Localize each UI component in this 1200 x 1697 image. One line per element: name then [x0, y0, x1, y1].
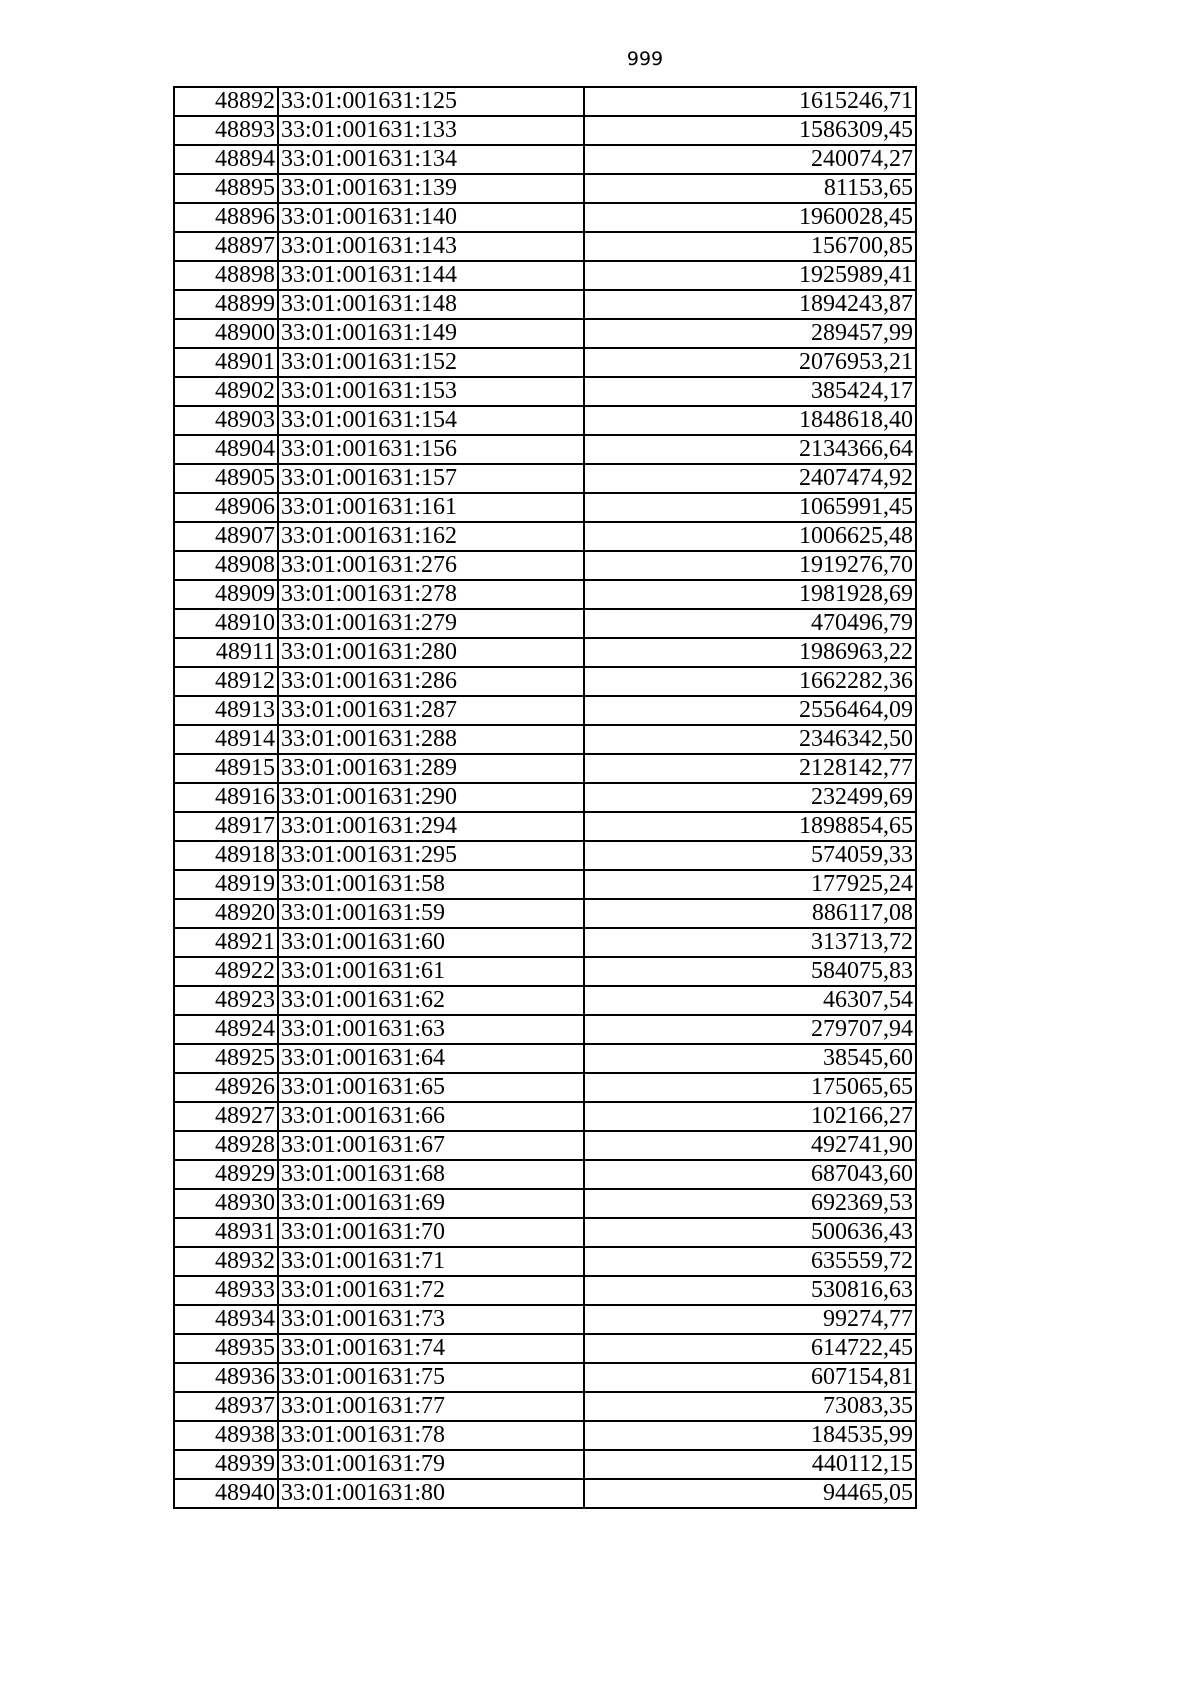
value-cell: 500636,43 — [584, 1218, 916, 1247]
table-row — [174, 232, 916, 261]
table-row — [174, 580, 916, 609]
row-number-cell: 48926 — [174, 1073, 278, 1102]
row-number-cell: 48934 — [174, 1305, 278, 1334]
cadastral-number-cell: 33:01:001631:60 — [278, 928, 584, 957]
row-number-cell: 48940 — [174, 1479, 278, 1508]
cadastral-number-cell: 33:01:001631:79 — [278, 1450, 584, 1479]
row-number-cell: 48908 — [174, 551, 278, 580]
table-row — [174, 1392, 916, 1421]
row-number-cell: 48905 — [174, 464, 278, 493]
row-number-cell: 48911 — [174, 638, 278, 667]
value-cell: 156700,85 — [584, 232, 916, 261]
row-number-cell: 48901 — [174, 348, 278, 377]
table-row — [174, 986, 916, 1015]
table-row — [174, 1276, 916, 1305]
table-row — [174, 1450, 916, 1479]
table-row — [174, 464, 916, 493]
row-number-cell: 48902 — [174, 377, 278, 406]
cadastral-number-cell: 33:01:001631:72 — [278, 1276, 584, 1305]
cadastral-number-cell: 33:01:001631:149 — [278, 319, 584, 348]
cadastral-number-cell: 33:01:001631:144 — [278, 261, 584, 290]
value-cell: 470496,79 — [584, 609, 916, 638]
cadastral-number-cell: 33:01:001631:157 — [278, 464, 584, 493]
table-row — [174, 928, 916, 957]
value-cell: 1894243,87 — [584, 290, 916, 319]
value-cell: 232499,69 — [584, 783, 916, 812]
row-number-cell: 48922 — [174, 957, 278, 986]
row-number-cell: 48932 — [174, 1247, 278, 1276]
value-cell: 102166,27 — [584, 1102, 916, 1131]
cadastral-number-cell: 33:01:001631:278 — [278, 580, 584, 609]
value-cell: 94465,05 — [584, 1479, 916, 1508]
row-number-cell: 48918 — [174, 841, 278, 870]
value-cell: 886117,08 — [584, 899, 916, 928]
value-cell: 175065,65 — [584, 1073, 916, 1102]
value-cell: 2076953,21 — [584, 348, 916, 377]
cadastral-number-cell: 33:01:001631:295 — [278, 841, 584, 870]
row-number-cell: 48896 — [174, 203, 278, 232]
registry-table — [173, 86, 917, 1509]
cadastral-number-cell: 33:01:001631:290 — [278, 783, 584, 812]
row-number-cell: 48907 — [174, 522, 278, 551]
table-row — [174, 1044, 916, 1073]
table-row — [174, 1073, 916, 1102]
value-cell: 385424,17 — [584, 377, 916, 406]
row-number-cell: 48927 — [174, 1102, 278, 1131]
value-cell: 81153,65 — [584, 174, 916, 203]
table-row — [174, 551, 916, 580]
table-row — [174, 1247, 916, 1276]
table-row — [174, 696, 916, 725]
row-number-cell: 48904 — [174, 435, 278, 464]
row-number-cell: 48915 — [174, 754, 278, 783]
page-number: 999 — [626, 48, 664, 70]
cadastral-number-cell: 33:01:001631:63 — [278, 1015, 584, 1044]
value-cell: 635559,72 — [584, 1247, 916, 1276]
cadastral-number-cell: 33:01:001631:287 — [278, 696, 584, 725]
value-cell: 440112,15 — [584, 1450, 916, 1479]
row-number-cell: 48898 — [174, 261, 278, 290]
cadastral-number-cell: 33:01:001631:276 — [278, 551, 584, 580]
table-row — [174, 1363, 916, 1392]
value-cell: 1898854,65 — [584, 812, 916, 841]
table-row — [174, 1160, 916, 1189]
cadastral-number-cell: 33:01:001631:279 — [278, 609, 584, 638]
table-row — [174, 145, 916, 174]
row-number-cell: 48936 — [174, 1363, 278, 1392]
row-number-cell: 48895 — [174, 174, 278, 203]
value-cell: 692369,53 — [584, 1189, 916, 1218]
value-cell: 1848618,40 — [584, 406, 916, 435]
table-row — [174, 783, 916, 812]
cadastral-number-cell: 33:01:001631:140 — [278, 203, 584, 232]
cadastral-number-cell: 33:01:001631:156 — [278, 435, 584, 464]
row-number-cell: 48910 — [174, 609, 278, 638]
row-number-cell: 48931 — [174, 1218, 278, 1247]
table-row — [174, 377, 916, 406]
table-row — [174, 1189, 916, 1218]
value-cell: 574059,33 — [584, 841, 916, 870]
cadastral-number-cell: 33:01:001631:288 — [278, 725, 584, 754]
value-cell: 2346342,50 — [584, 725, 916, 754]
table-row — [174, 754, 916, 783]
cadastral-number-cell: 33:01:001631:294 — [278, 812, 584, 841]
value-cell: 1006625,48 — [584, 522, 916, 551]
value-cell: 1986963,22 — [584, 638, 916, 667]
table-row — [174, 290, 916, 319]
value-cell: 1586309,45 — [584, 116, 916, 145]
row-number-cell: 48924 — [174, 1015, 278, 1044]
row-number-cell: 48914 — [174, 725, 278, 754]
table-row — [174, 870, 916, 899]
cadastral-number-cell: 33:01:001631:62 — [278, 986, 584, 1015]
table-row — [174, 812, 916, 841]
row-number-cell: 48892 — [174, 87, 278, 116]
value-cell: 73083,35 — [584, 1392, 916, 1421]
cadastral-number-cell: 33:01:001631:161 — [278, 493, 584, 522]
cadastral-number-cell: 33:01:001631:69 — [278, 1189, 584, 1218]
cadastral-number-cell: 33:01:001631:133 — [278, 116, 584, 145]
row-number-cell: 48935 — [174, 1334, 278, 1363]
value-cell: 177925,24 — [584, 870, 916, 899]
table-body — [174, 87, 916, 1508]
cadastral-number-cell: 33:01:001631:70 — [278, 1218, 584, 1247]
value-cell: 1919276,70 — [584, 551, 916, 580]
value-cell: 289457,99 — [584, 319, 916, 348]
value-cell: 687043,60 — [584, 1160, 916, 1189]
row-number-cell: 48897 — [174, 232, 278, 261]
row-number-cell: 48912 — [174, 667, 278, 696]
value-cell: 2556464,09 — [584, 696, 916, 725]
table-row — [174, 522, 916, 551]
value-cell: 99274,77 — [584, 1305, 916, 1334]
row-number-cell: 48909 — [174, 580, 278, 609]
cadastral-number-cell: 33:01:001631:71 — [278, 1247, 584, 1276]
value-cell: 240074,27 — [584, 145, 916, 174]
row-number-cell: 48913 — [174, 696, 278, 725]
table-row — [174, 841, 916, 870]
row-number-cell: 48906 — [174, 493, 278, 522]
value-cell: 530816,63 — [584, 1276, 916, 1305]
table-row — [174, 406, 916, 435]
row-number-cell: 48920 — [174, 899, 278, 928]
cadastral-number-cell: 33:01:001631:68 — [278, 1160, 584, 1189]
table-row — [174, 899, 916, 928]
cadastral-number-cell: 33:01:001631:143 — [278, 232, 584, 261]
table-row — [174, 1218, 916, 1247]
cadastral-number-cell: 33:01:001631:58 — [278, 870, 584, 899]
cadastral-number-cell: 33:01:001631:125 — [278, 87, 584, 116]
cadastral-number-cell: 33:01:001631:152 — [278, 348, 584, 377]
table-row — [174, 319, 916, 348]
row-number-cell: 48903 — [174, 406, 278, 435]
cadastral-number-cell: 33:01:001631:153 — [278, 377, 584, 406]
table-row — [174, 493, 916, 522]
value-cell: 607154,81 — [584, 1363, 916, 1392]
cadastral-number-cell: 33:01:001631:80 — [278, 1479, 584, 1508]
value-cell: 2134366,64 — [584, 435, 916, 464]
table-row — [174, 609, 916, 638]
row-number-cell: 48929 — [174, 1160, 278, 1189]
table-row — [174, 116, 916, 145]
cadastral-number-cell: 33:01:001631:61 — [278, 957, 584, 986]
value-cell: 184535,99 — [584, 1421, 916, 1450]
row-number-cell: 48894 — [174, 145, 278, 174]
table-row — [174, 203, 916, 232]
cadastral-number-cell: 33:01:001631:65 — [278, 1073, 584, 1102]
cadastral-number-cell: 33:01:001631:75 — [278, 1363, 584, 1392]
value-cell: 1662282,36 — [584, 667, 916, 696]
table-row — [174, 1479, 916, 1508]
cadastral-number-cell: 33:01:001631:162 — [278, 522, 584, 551]
cadastral-number-cell: 33:01:001631:77 — [278, 1392, 584, 1421]
table-row — [174, 957, 916, 986]
row-number-cell: 48899 — [174, 290, 278, 319]
value-cell: 1981928,69 — [584, 580, 916, 609]
row-number-cell: 48921 — [174, 928, 278, 957]
cadastral-number-cell: 33:01:001631:64 — [278, 1044, 584, 1073]
cadastral-number-cell: 33:01:001631:78 — [278, 1421, 584, 1450]
cadastral-number-cell: 33:01:001631:154 — [278, 406, 584, 435]
value-cell: 279707,94 — [584, 1015, 916, 1044]
row-number-cell: 48893 — [174, 116, 278, 145]
value-cell: 46307,54 — [584, 986, 916, 1015]
value-cell: 1925989,41 — [584, 261, 916, 290]
value-cell: 584075,83 — [584, 957, 916, 986]
table-row — [174, 1015, 916, 1044]
cadastral-number-cell: 33:01:001631:286 — [278, 667, 584, 696]
table-row — [174, 1131, 916, 1160]
table-row — [174, 1102, 916, 1131]
value-cell: 1615246,71 — [584, 87, 916, 116]
value-cell: 1960028,45 — [584, 203, 916, 232]
table-row — [174, 725, 916, 754]
row-number-cell: 48923 — [174, 986, 278, 1015]
table-row — [174, 174, 916, 203]
value-cell: 2407474,92 — [584, 464, 916, 493]
table-row — [174, 87, 916, 116]
value-cell: 38545,60 — [584, 1044, 916, 1073]
row-number-cell: 48900 — [174, 319, 278, 348]
row-number-cell: 48916 — [174, 783, 278, 812]
row-number-cell: 48938 — [174, 1421, 278, 1450]
cadastral-number-cell: 33:01:001631:139 — [278, 174, 584, 203]
row-number-cell: 48928 — [174, 1131, 278, 1160]
value-cell: 1065991,45 — [584, 493, 916, 522]
cadastral-number-cell: 33:01:001631:66 — [278, 1102, 584, 1131]
value-cell: 313713,72 — [584, 928, 916, 957]
cadastral-number-cell: 33:01:001631:67 — [278, 1131, 584, 1160]
table-row — [174, 348, 916, 377]
table-row — [174, 435, 916, 464]
row-number-cell: 48919 — [174, 870, 278, 899]
cadastral-number-cell: 33:01:001631:148 — [278, 290, 584, 319]
row-number-cell: 48925 — [174, 1044, 278, 1073]
table-row — [174, 638, 916, 667]
cadastral-number-cell: 33:01:001631:74 — [278, 1334, 584, 1363]
cadastral-number-cell: 33:01:001631:134 — [278, 145, 584, 174]
row-number-cell: 48917 — [174, 812, 278, 841]
row-number-cell: 48930 — [174, 1189, 278, 1218]
cadastral-number-cell: 33:01:001631:289 — [278, 754, 584, 783]
cadastral-number-cell: 33:01:001631:280 — [278, 638, 584, 667]
row-number-cell: 48933 — [174, 1276, 278, 1305]
value-cell: 2128142,77 — [584, 754, 916, 783]
row-number-cell: 48939 — [174, 1450, 278, 1479]
table-row — [174, 261, 916, 290]
table-row — [174, 1334, 916, 1363]
table-row — [174, 667, 916, 696]
value-cell: 614722,45 — [584, 1334, 916, 1363]
table-row — [174, 1305, 916, 1334]
table-row — [174, 1421, 916, 1450]
value-cell: 492741,90 — [584, 1131, 916, 1160]
row-number-cell: 48937 — [174, 1392, 278, 1421]
cadastral-number-cell: 33:01:001631:59 — [278, 899, 584, 928]
cadastral-number-cell: 33:01:001631:73 — [278, 1305, 584, 1334]
